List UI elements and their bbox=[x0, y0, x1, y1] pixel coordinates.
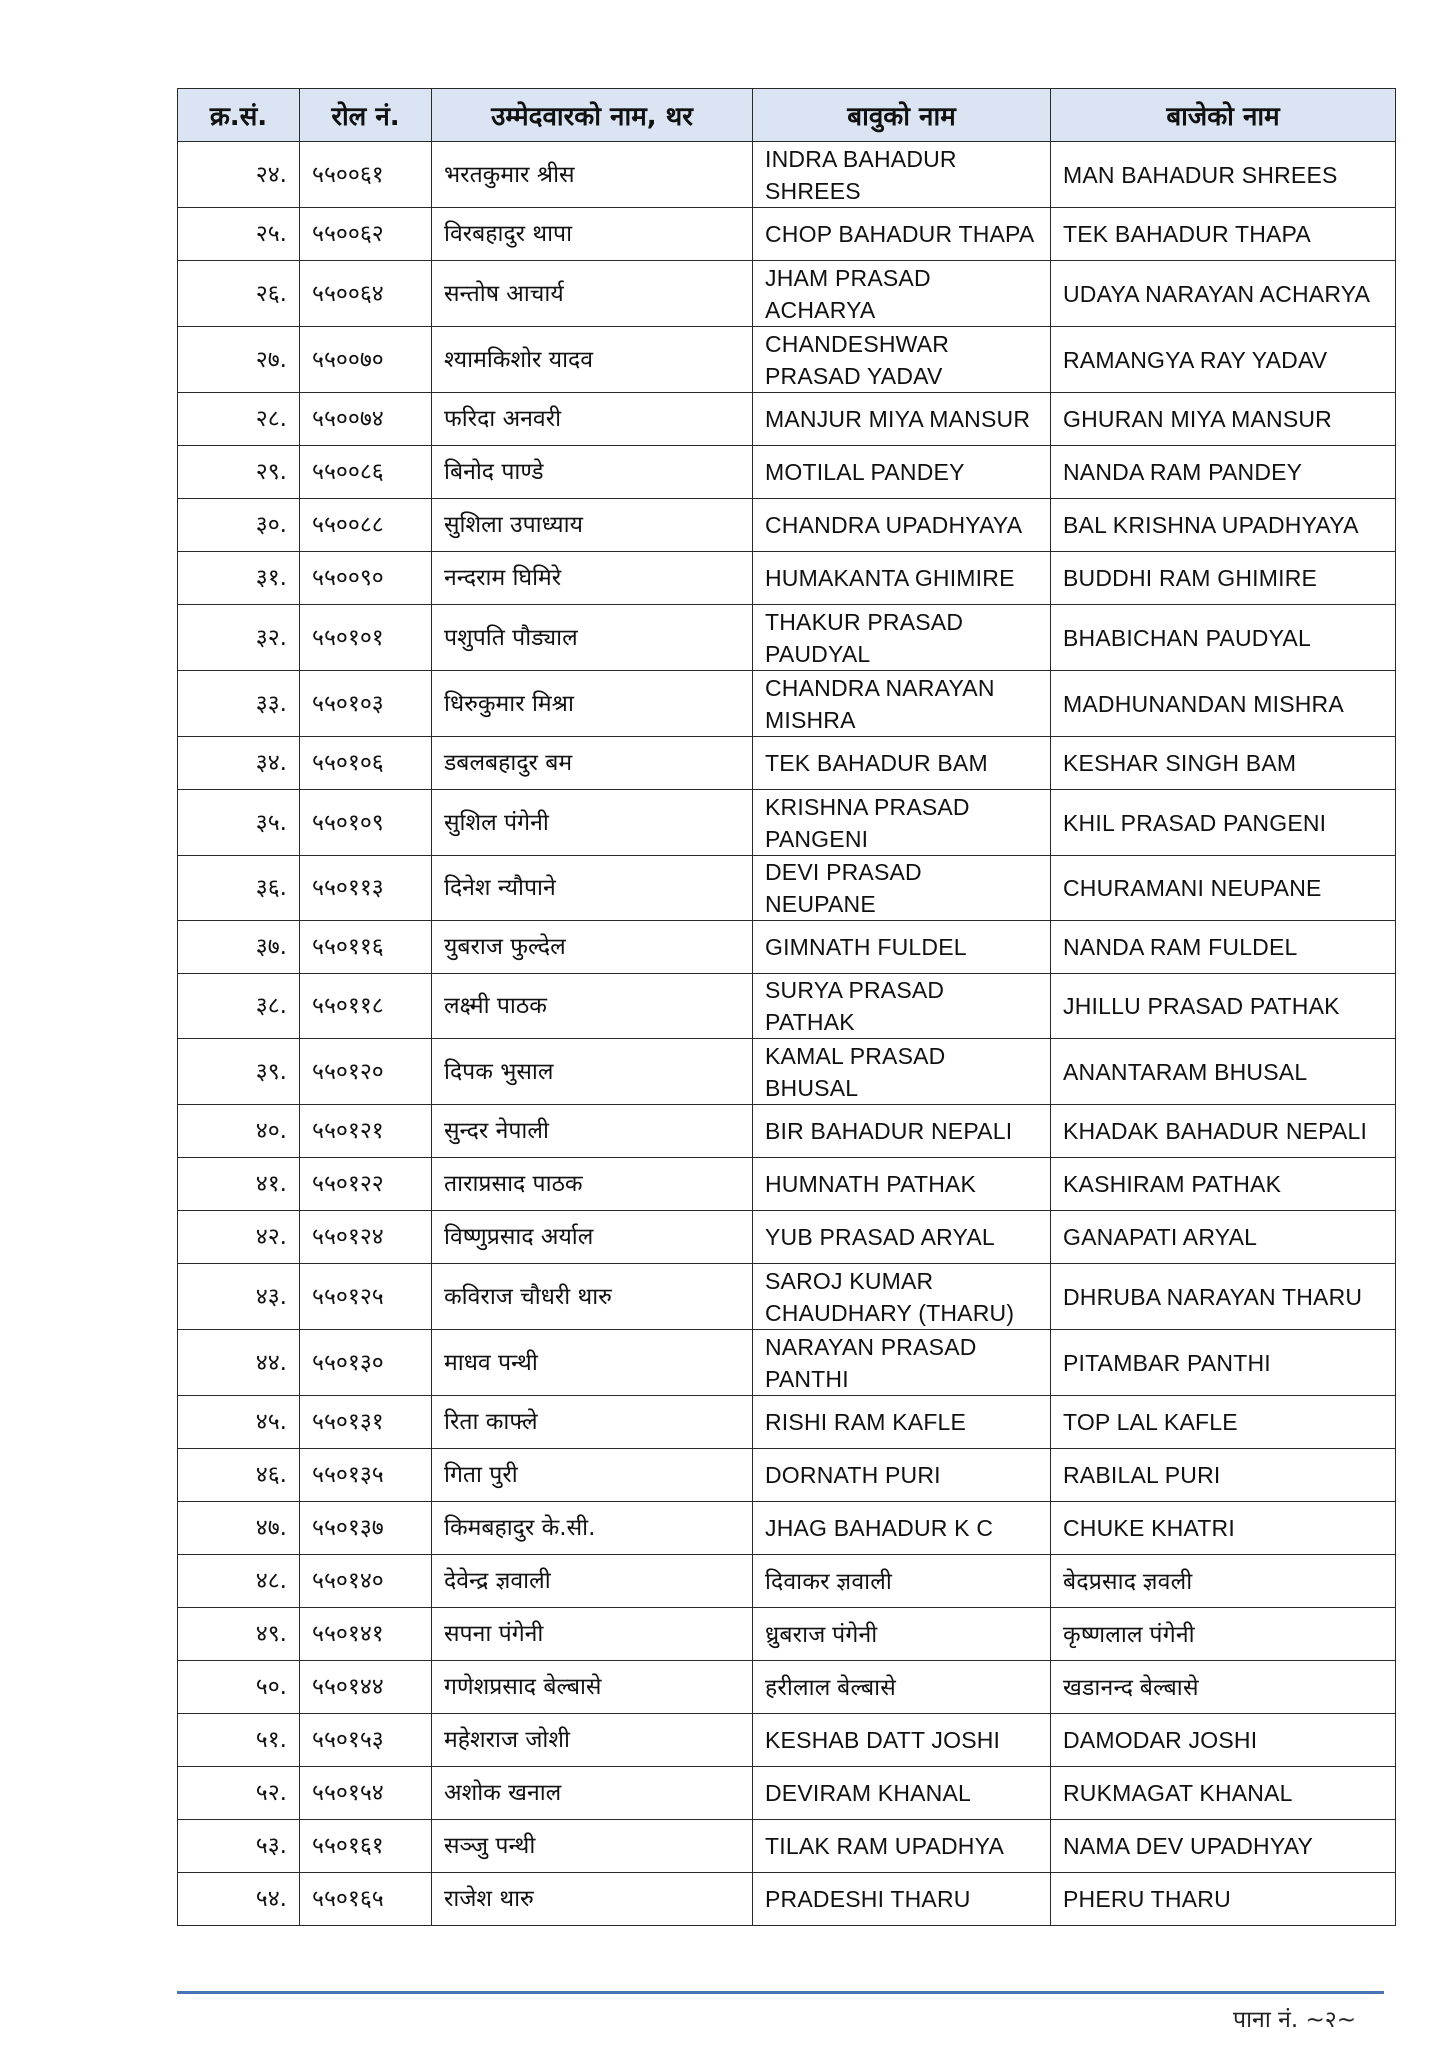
grandfather-name-cell: MAN BAHADUR SHREES bbox=[1051, 142, 1396, 208]
candidate-name-cell: कविराज चौधरी थारु bbox=[432, 1264, 753, 1330]
grandfather-name-cell: DAMODAR JOSHI bbox=[1051, 1714, 1396, 1767]
roll-number-cell: ५५०१५३ bbox=[300, 1714, 432, 1767]
serial-number-cell: ४५. bbox=[178, 1396, 300, 1449]
grandfather-name-cell: JHILLU PRASAD PATHAK bbox=[1051, 974, 1396, 1039]
serial-number-cell: ५०. bbox=[178, 1661, 300, 1714]
roll-number-cell: ५५००६२ bbox=[300, 208, 432, 261]
father-name-cell: HUMAKANTA GHIMIRE bbox=[753, 552, 1051, 605]
table-row bbox=[178, 1608, 1396, 1661]
father-name-cell: NARAYAN PRASAD PANTHI bbox=[753, 1330, 1051, 1396]
grandfather-name-cell: NANDA RAM FULDEL bbox=[1051, 921, 1396, 974]
candidate-name-cell: माधव पन्थी bbox=[432, 1330, 753, 1396]
grandfather-name-cell: PHERU THARU bbox=[1051, 1873, 1396, 1926]
father-name-cell: JHAG BAHADUR K C bbox=[753, 1502, 1051, 1555]
table-row bbox=[178, 1158, 1396, 1211]
grandfather-name-cell: ANANTARAM BHUSAL bbox=[1051, 1039, 1396, 1105]
candidate-table bbox=[177, 88, 1396, 1926]
candidate-name-cell: सन्तोष आचार्य bbox=[432, 261, 753, 327]
serial-number-cell: ५२. bbox=[178, 1767, 300, 1820]
father-name-cell: CHOP BAHADUR THAPA bbox=[753, 208, 1051, 261]
candidate-name-cell: फरिदा अनवरी bbox=[432, 393, 753, 446]
footer-divider bbox=[177, 1991, 1384, 1994]
table-row bbox=[178, 1714, 1396, 1767]
father-name-cell: SURYA PRASAD PATHAK bbox=[753, 974, 1051, 1039]
roll-number-cell: ५५००६१ bbox=[300, 142, 432, 208]
table-row bbox=[178, 499, 1396, 552]
page-number bbox=[1233, 2002, 1356, 2034]
roll-number-cell: ५५००९० bbox=[300, 552, 432, 605]
table-body bbox=[178, 142, 1396, 1926]
candidate-name-cell: नन्दराम घिमिरे bbox=[432, 552, 753, 605]
grandfather-name-cell: BAL KRISHNA UPADHYAYA bbox=[1051, 499, 1396, 552]
grandfather-name-cell: NAMA DEV UPADHYAY bbox=[1051, 1820, 1396, 1873]
serial-number-cell: ४७. bbox=[178, 1502, 300, 1555]
candidate-name-cell: अशोक खनाल bbox=[432, 1767, 753, 1820]
grandfather-name-cell: KHADAK BAHADUR NEPALI bbox=[1051, 1105, 1396, 1158]
father-name-cell: दिवाकर ज्ञवाली bbox=[753, 1555, 1051, 1608]
serial-number-cell: ३४. bbox=[178, 737, 300, 790]
serial-number-cell: ३९. bbox=[178, 1039, 300, 1105]
table-header-row bbox=[178, 89, 1396, 142]
serial-number-cell: २४. bbox=[178, 142, 300, 208]
serial-number-cell: ४९. bbox=[178, 1608, 300, 1661]
father-name-cell: INDRA BAHADUR SHREES bbox=[753, 142, 1051, 208]
serial-number-cell: ४३. bbox=[178, 1264, 300, 1330]
table-row bbox=[178, 327, 1396, 393]
table-row bbox=[178, 974, 1396, 1039]
serial-number-cell: ५१. bbox=[178, 1714, 300, 1767]
roll-number-cell: ५५०११३ bbox=[300, 856, 432, 921]
table-row bbox=[178, 261, 1396, 327]
serial-number-cell: ४४. bbox=[178, 1330, 300, 1396]
serial-number-cell: ४२. bbox=[178, 1211, 300, 1264]
table-row bbox=[178, 142, 1396, 208]
table-row bbox=[178, 671, 1396, 737]
serial-number-cell: २७. bbox=[178, 327, 300, 393]
father-name-cell: TILAK RAM UPADHYA bbox=[753, 1820, 1051, 1873]
roll-number-cell: ५५०१०१ bbox=[300, 605, 432, 671]
roll-number-cell: ५५०१५४ bbox=[300, 1767, 432, 1820]
candidate-name-cell: सुशिला उपाध्याय bbox=[432, 499, 753, 552]
table-row bbox=[178, 1211, 1396, 1264]
candidate-name-cell: पशुपति पौड्याल bbox=[432, 605, 753, 671]
grandfather-name-cell: NANDA RAM PANDEY bbox=[1051, 446, 1396, 499]
roll-number-cell: ५५०१४४ bbox=[300, 1661, 432, 1714]
serial-number-cell: ४६. bbox=[178, 1449, 300, 1502]
serial-number-cell: ३०. bbox=[178, 499, 300, 552]
table-row bbox=[178, 921, 1396, 974]
candidate-name-cell: गणेशप्रसाद बेल्बासे bbox=[432, 1661, 753, 1714]
candidate-name-cell: गिता पुरी bbox=[432, 1449, 753, 1502]
roll-number-cell: ५५०१४१ bbox=[300, 1608, 432, 1661]
table-row bbox=[178, 208, 1396, 261]
roll-number-cell: ५५००७० bbox=[300, 327, 432, 393]
roll-number-cell: ५५०१३० bbox=[300, 1330, 432, 1396]
serial-number-cell: २८. bbox=[178, 393, 300, 446]
serial-number-cell: ३७. bbox=[178, 921, 300, 974]
candidate-name-cell: रिता काफ्ले bbox=[432, 1396, 753, 1449]
header-father-name: बावुको नाम bbox=[753, 89, 1051, 142]
roll-number-cell: ५५००८६ bbox=[300, 446, 432, 499]
candidate-name-cell: विष्णुप्रसाद अर्याल bbox=[432, 1211, 753, 1264]
serial-number-cell: ३२. bbox=[178, 605, 300, 671]
candidate-name-cell: ताराप्रसाद पाठक bbox=[432, 1158, 753, 1211]
table-row bbox=[178, 737, 1396, 790]
roll-number-cell: ५५०१०९ bbox=[300, 790, 432, 856]
roll-number-cell: ५५०१२० bbox=[300, 1039, 432, 1105]
father-name-cell: MANJUR MIYA MANSUR bbox=[753, 393, 1051, 446]
table-row bbox=[178, 1767, 1396, 1820]
father-name-cell: MOTILAL PANDEY bbox=[753, 446, 1051, 499]
table-row bbox=[178, 1449, 1396, 1502]
header-roll-number: रोल नं. bbox=[300, 89, 432, 142]
serial-number-cell: ३५. bbox=[178, 790, 300, 856]
grandfather-name-cell: BHABICHAN PAUDYAL bbox=[1051, 605, 1396, 671]
roll-number-cell: ५५०१६१ bbox=[300, 1820, 432, 1873]
table-row bbox=[178, 790, 1396, 856]
grandfather-name-cell: RUKMAGAT KHANAL bbox=[1051, 1767, 1396, 1820]
father-name-cell: CHANDESHWAR PRASAD YADAV bbox=[753, 327, 1051, 393]
table-row bbox=[178, 552, 1396, 605]
serial-number-cell: ३६. bbox=[178, 856, 300, 921]
table-row bbox=[178, 1330, 1396, 1396]
serial-number-cell: ३१. bbox=[178, 552, 300, 605]
father-name-cell: KESHAB DATT JOSHI bbox=[753, 1714, 1051, 1767]
roll-number-cell: ५५०१०६ bbox=[300, 737, 432, 790]
grandfather-name-cell: CHUKE KHATRI bbox=[1051, 1502, 1396, 1555]
candidate-name-cell: देवेन्द्र ज्ञवाली bbox=[432, 1555, 753, 1608]
grandfather-name-cell: कृष्णलाल पंगेनी bbox=[1051, 1608, 1396, 1661]
serial-number-cell: ५४. bbox=[178, 1873, 300, 1926]
grandfather-name-cell: BUDDHI RAM GHIMIRE bbox=[1051, 552, 1396, 605]
father-name-cell: GIMNATH FULDEL bbox=[753, 921, 1051, 974]
grandfather-name-cell: CHURAMANI NEUPANE bbox=[1051, 856, 1396, 921]
grandfather-name-cell: UDAYA NARAYAN ACHARYA bbox=[1051, 261, 1396, 327]
grandfather-name-cell: RABILAL PURI bbox=[1051, 1449, 1396, 1502]
candidate-name-cell: दिपक भुसाल bbox=[432, 1039, 753, 1105]
father-name-cell: DEVI PRASAD NEUPANE bbox=[753, 856, 1051, 921]
table-row bbox=[178, 1396, 1396, 1449]
father-name-cell: CHANDRA UPADHYAYA bbox=[753, 499, 1051, 552]
roll-number-cell: ५५०१२२ bbox=[300, 1158, 432, 1211]
grandfather-name-cell: GHURAN MIYA MANSUR bbox=[1051, 393, 1396, 446]
father-name-cell: HUMNATH PATHAK bbox=[753, 1158, 1051, 1211]
father-name-cell: TEK BAHADUR BAM bbox=[753, 737, 1051, 790]
father-name-cell: BIR BAHADUR NEPALI bbox=[753, 1105, 1051, 1158]
table-row bbox=[178, 1502, 1396, 1555]
candidate-name-cell: लक्ष्मी पाठक bbox=[432, 974, 753, 1039]
roll-number-cell: ५५०१३१ bbox=[300, 1396, 432, 1449]
candidate-name-cell: भरतकुमार श्रीस bbox=[432, 142, 753, 208]
roll-number-cell: ५५०१४० bbox=[300, 1555, 432, 1608]
father-name-cell: YUB PRASAD ARYAL bbox=[753, 1211, 1051, 1264]
candidate-name-cell: युबराज फुल्देल bbox=[432, 921, 753, 974]
table-row bbox=[178, 393, 1396, 446]
header-serial-number: क्र.सं. bbox=[178, 89, 300, 142]
serial-number-cell: ४०. bbox=[178, 1105, 300, 1158]
serial-number-cell: ३३. bbox=[178, 671, 300, 737]
table-row bbox=[178, 1555, 1396, 1608]
roll-number-cell: ५५०१३७ bbox=[300, 1502, 432, 1555]
candidate-name-cell: राजेश थारु bbox=[432, 1873, 753, 1926]
table-row bbox=[178, 1820, 1396, 1873]
roll-number-cell: ५५०१०३ bbox=[300, 671, 432, 737]
page-number-value: ~२~ bbox=[1305, 2007, 1356, 2033]
father-name-cell: RISHI RAM KAFLE bbox=[753, 1396, 1051, 1449]
serial-number-cell: ३८. bbox=[178, 974, 300, 1039]
roll-number-cell: ५५०११६ bbox=[300, 921, 432, 974]
grandfather-name-cell: खडानन्द बेल्बासे bbox=[1051, 1661, 1396, 1714]
serial-number-cell: ५३. bbox=[178, 1820, 300, 1873]
candidate-name-cell: सुशिल पंगेनी bbox=[432, 790, 753, 856]
candidate-name-cell: डबलबहादुर बम bbox=[432, 737, 753, 790]
father-name-cell: PRADESHI THARU bbox=[753, 1873, 1051, 1926]
table-row bbox=[178, 856, 1396, 921]
grandfather-name-cell: GANAPATI ARYAL bbox=[1051, 1211, 1396, 1264]
father-name-cell: हरीलाल बेल्बासे bbox=[753, 1661, 1051, 1714]
roll-number-cell: ५५०१२४ bbox=[300, 1211, 432, 1264]
grandfather-name-cell: MADHUNANDAN MISHRA bbox=[1051, 671, 1396, 737]
father-name-cell: THAKUR PRASAD PAUDYAL bbox=[753, 605, 1051, 671]
candidate-name-cell: बिनोद पाण्डे bbox=[432, 446, 753, 499]
candidate-name-cell: विरबहादुर थापा bbox=[432, 208, 753, 261]
table-row bbox=[178, 1039, 1396, 1105]
candidate-name-cell: सञ्जु पन्थी bbox=[432, 1820, 753, 1873]
serial-number-cell: ४८. bbox=[178, 1555, 300, 1608]
serial-number-cell: २५. bbox=[178, 208, 300, 261]
father-name-cell: JHAM PRASAD ACHARYA bbox=[753, 261, 1051, 327]
grandfather-name-cell: PITAMBAR PANTHI bbox=[1051, 1330, 1396, 1396]
roll-number-cell: ५५०१६५ bbox=[300, 1873, 432, 1926]
father-name-cell: CHANDRA NARAYAN MISHRA bbox=[753, 671, 1051, 737]
father-name-cell: KRISHNA PRASAD PANGENI bbox=[753, 790, 1051, 856]
serial-number-cell: ४१. bbox=[178, 1158, 300, 1211]
roll-number-cell: ५५००८८ bbox=[300, 499, 432, 552]
grandfather-name-cell: DHRUBA NARAYAN THARU bbox=[1051, 1264, 1396, 1330]
header-candidate-name: उम्मेदवारको नाम, थर bbox=[432, 89, 753, 142]
candidate-name-cell: दिनेश न्यौपाने bbox=[432, 856, 753, 921]
father-name-cell: SAROJ KUMAR CHAUDHARY (THARU) bbox=[753, 1264, 1051, 1330]
father-name-cell: DORNATH PURI bbox=[753, 1449, 1051, 1502]
roll-number-cell: ५५०११८ bbox=[300, 974, 432, 1039]
table-row bbox=[178, 446, 1396, 499]
table-row bbox=[178, 1661, 1396, 1714]
roll-number-cell: ५५०१३५ bbox=[300, 1449, 432, 1502]
candidate-name-cell: धिरुकुमार मिश्रा bbox=[432, 671, 753, 737]
candidate-name-cell: किमबहादुर के.सी. bbox=[432, 1502, 753, 1555]
table-row bbox=[178, 1264, 1396, 1330]
table-row bbox=[178, 1873, 1396, 1926]
father-name-cell: DEVIRAM KHANAL bbox=[753, 1767, 1051, 1820]
grandfather-name-cell: KESHAR SINGH BAM bbox=[1051, 737, 1396, 790]
page-number-label: पाना नं. bbox=[1233, 2007, 1299, 2033]
father-name-cell: ध्रुबराज पंगेनी bbox=[753, 1608, 1051, 1661]
grandfather-name-cell: RAMANGYA RAY YADAV bbox=[1051, 327, 1396, 393]
roll-number-cell: ५५००६४ bbox=[300, 261, 432, 327]
table-row bbox=[178, 1105, 1396, 1158]
grandfather-name-cell: KHIL PRASAD PANGENI bbox=[1051, 790, 1396, 856]
header-grandfather-name: बाजेको नाम bbox=[1051, 89, 1396, 142]
roll-number-cell: ५५००७४ bbox=[300, 393, 432, 446]
candidate-name-cell: श्यामकिशोर यादव bbox=[432, 327, 753, 393]
serial-number-cell: २६. bbox=[178, 261, 300, 327]
candidate-name-cell: सपना पंगेनी bbox=[432, 1608, 753, 1661]
father-name-cell: KAMAL PRASAD BHUSAL bbox=[753, 1039, 1051, 1105]
grandfather-name-cell: TEK BAHADUR THAPA bbox=[1051, 208, 1396, 261]
candidate-name-cell: सुन्दर नेपाली bbox=[432, 1105, 753, 1158]
roll-number-cell: ५५०१२१ bbox=[300, 1105, 432, 1158]
roll-number-cell: ५५०१२५ bbox=[300, 1264, 432, 1330]
table-row bbox=[178, 605, 1396, 671]
serial-number-cell: २९. bbox=[178, 446, 300, 499]
grandfather-name-cell: KASHIRAM PATHAK bbox=[1051, 1158, 1396, 1211]
grandfather-name-cell: TOP LAL KAFLE bbox=[1051, 1396, 1396, 1449]
grandfather-name-cell: बेदप्रसाद ज्ञवली bbox=[1051, 1555, 1396, 1608]
candidate-name-cell: महेशराज जोशी bbox=[432, 1714, 753, 1767]
